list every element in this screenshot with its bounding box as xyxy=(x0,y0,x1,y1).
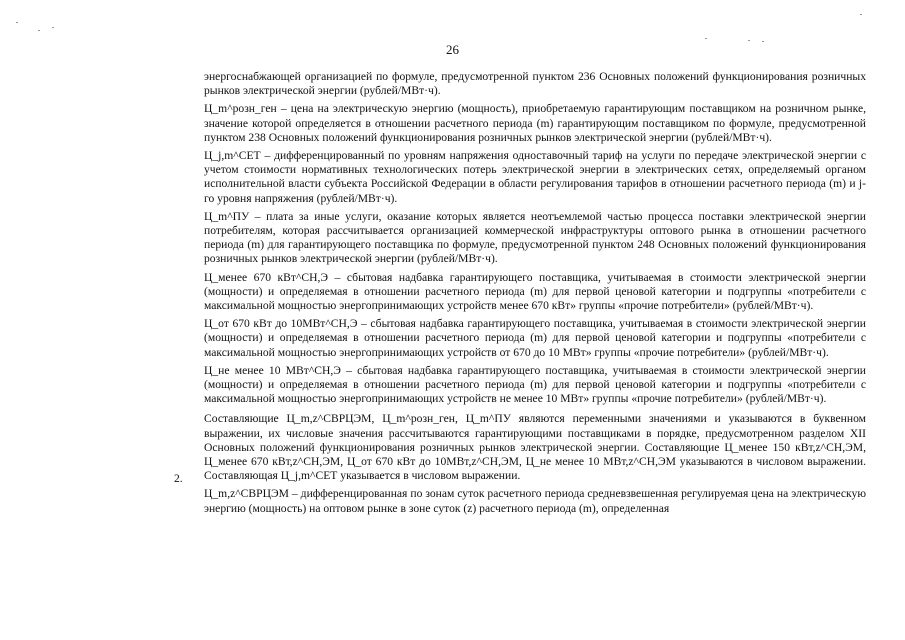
list-item-number: 2. xyxy=(174,472,183,485)
paragraph-1: энергоснабжающей организацией по формуле, предусмотренной пунктом 236 Основных положений функционирования розничных рынков электрической энергии (рублей/МВт·ч). xyxy=(204,70,866,98)
paragraph-item-2: Составляющие Ц_m,z^СВРЦЭМ, Ц_m^розн_ген, Ц_m^ПУ являются переменными значениями и указываются в буквенном выражении, их числовые значения рассчитываются гарантирующими поставщиками в порядке, предусмотренном разделом XII Основных положений функционирования розничных рынков электрической энергии. Составляющие Ц_менее 150 кВт,z^СН,ЭМ, Ц_менее 670 кВт,z^СН,ЭМ, Ц_от 670 кВт до 10МВт,z^СН,ЭМ, Ц_не менее 10 МВт,z^СН,ЭМ указываются в числовом выражении. Составляющая Ц_j,m^СЕТ указывается в числовом выражении. xyxy=(204,412,866,483)
paragraph-other-services: Ц_m^ПУ – плата за иные услуги, оказание которых является неотъемлемой частью процесса поставки электрической энергии потребителям, которая рассчитывается организацией коммерческой инфраструктуры оптового рынка в отношении расчетного периода (m) для гарантирующего поставщика по формуле, предусмотренной пунктом 248 Основных положений функционирования розничных рынков электрической энергии (рублей/МВт·ч). xyxy=(204,209,866,266)
paragraph-markup-under-670: Ц_менее 670 кВт^СН,Э – сбытовая надбавка гарантирующего поставщика, учитываемая в стоимости электрической энергии (мощности) и определяемая в отношении расчетного периода (m) для первой ценовой категории и подгруппы «потребители с максимальной мощностью энергопринимающих устройств менее 670 кВт» группы «прочие потребители» (рублей/МВт·ч). xyxy=(204,270,866,313)
document-body xyxy=(204,70,866,520)
page-number: 26 xyxy=(446,42,459,57)
paragraph-markup-over-10: Ц_не менее 10 МВт^СН,Э – сбытовая надбавка гарантирующего поставщика, учитываемая в стоимости электрической энергии (мощности) и определяемая в отношении расчетного периода (m) для первой ценовой категории и подгруппы «потребители с максимальной мощностью энергопринимающих устройств не менее 10 МВт» группы «прочие потребители» (рублей/МВт·ч). xyxy=(204,363,866,406)
paragraph-price-retail-generation: Ц_m^розн_ген – цена на электрическую энергию (мощность), приобретаемую гарантирующим поставщиком на розничном рынке, значение которой определяется в отношении расчетного периода (m) гарантирующим поставщиком по формуле, предусмотренной пунктом 238 Основных положений функционирования розничных рынков электрической энергии (рублей/МВт·ч). xyxy=(204,102,866,144)
paragraph-network-tariff: Ц_j,m^СЕТ – дифференцированный по уровням напряжения одноставочный тариф на услуги по передаче электрической энергии с учетом стоимости нормативных технологических потерь электрической энергии в электрических сетях, определяемый органом исполнительной власти субъекта Российской Федерации в области регулирования тарифов в отношении расчетного периода (m) и j-го уровня напряжения (рублей/МВт·ч). xyxy=(204,149,866,205)
paragraph-markup-670-to-10: Ц_от 670 кВт до 10МВт^СН,Э – сбытовая надбавка гарантирующего поставщика, учитываемая в стоимости электрической энергии (мощности) и определяемая в отношении расчетного периода (m) для первой ценовой категории и подгруппы «потребители с максимальной мощностью энергопринимающих устройств от 670 до 10 МВт» группы «прочие потребители» (рублей/МВт·ч). xyxy=(204,317,866,359)
paragraph-weighted-price: Ц_m,z^СВРЦЭМ – дифференцированная по зонам суток расчетного периода средневзвешенная регулируемая цена на электрическую энергию (мощность) на оптовом рынке в зоне суток (z) расчетного периода (m), определенная xyxy=(204,487,866,515)
